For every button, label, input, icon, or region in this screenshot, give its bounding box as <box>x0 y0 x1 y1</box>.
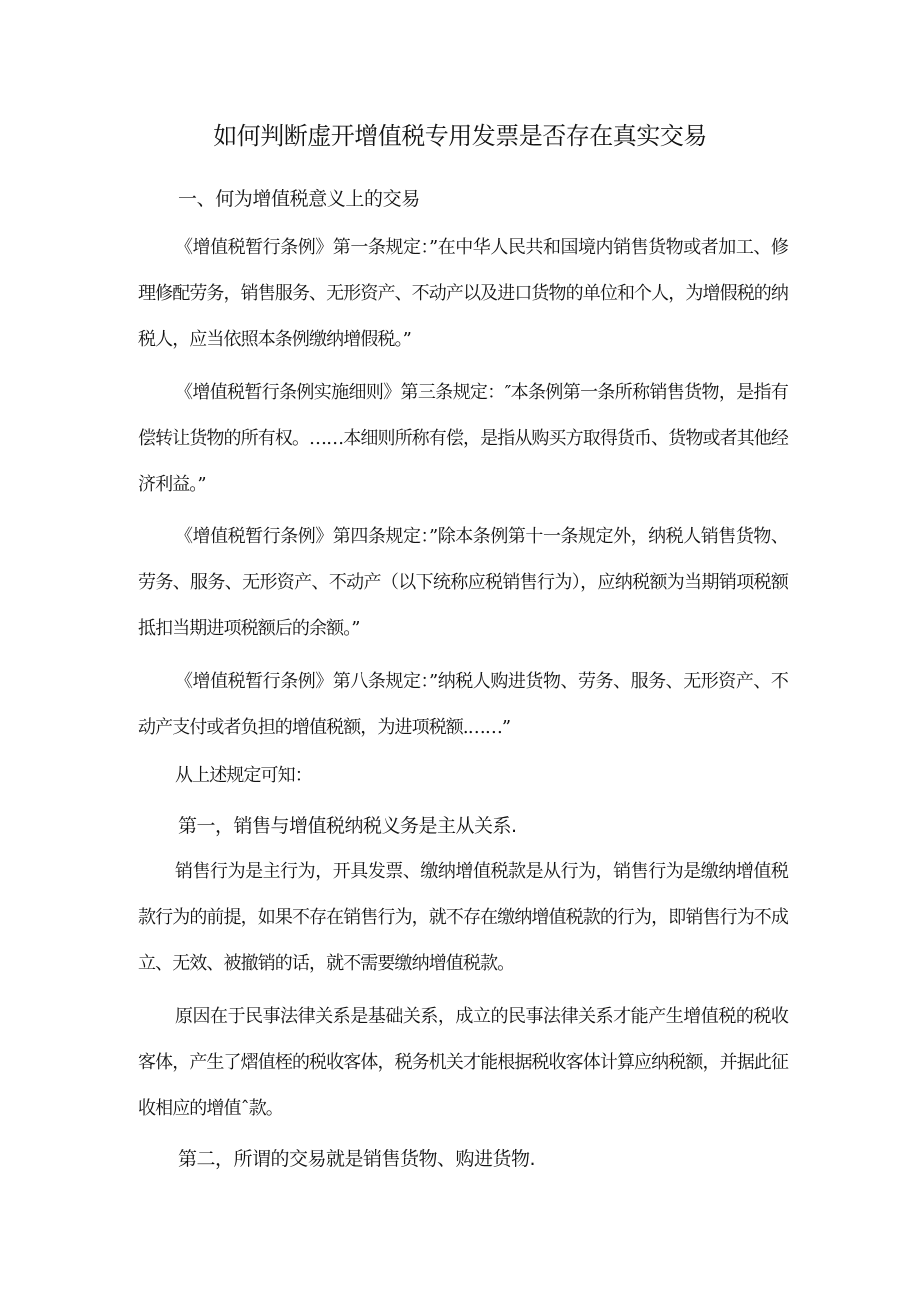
paragraph-article-4: 《增值税暂行条例》第四条规定：”除本条例第十一条规定外，纳税人销售货物、劳务、服务、无形资产、不动产（以下统称应税销售行为），应纳税额为当期销项税额抵扣当期进项税额后的余额。” <box>138 526 788 639</box>
point-one-heading: 第一，销售与增值税纳税义务是主从关系. <box>178 815 517 837</box>
paragraph-article-3: 《增值税暂行条例实施细则》第三条规定：″本条例第一条所称销售货物，是指有偿转让货物的所有权。……本细则所称有偿，是指从购买方取得货币、货物或者其他经济利益。” <box>138 382 788 495</box>
point-two-heading: 第二，所谓的交易就是销售货物、购进货物. <box>178 1148 536 1170</box>
document-title: 如何判断虚开增值税专用发票是否存在真实交易 <box>213 122 707 150</box>
paragraph-article-8: 《增值税暂行条例》第八条规定：”纳税人购进货物、劳务、服务、无形资产、不动产支付或者负担的增值税额，为进项税额.……” <box>138 671 788 738</box>
paragraph-point-one-main: 销售行为是主行为，开具发票、缴纳增值税款是从行为，销售行为是缴纳增值税款行为的前提，如果不存在销售行为，就不存在缴纳增值税款的行为，即销售行为不成立、无效、被撤销的话，就不需要缴纳增值税款。 <box>138 861 788 974</box>
paragraph-point-one-reason: 原因在于民事法律关系是基础关系，成立的民事法律关系才能产生增值税的税收客体，产生了熠值桎的税收客体，税务机关才能根据税收客体计算应纳税额，并据此征收相应的增值ˆ款。 <box>138 1006 788 1119</box>
paragraph-article-1: 《增值税暂行条例》第一条规定：”在中华人民共和国境内销售货物或者加工、修理修配劳务，销售服务、无形资产、不动产以及进口货物的单位和个人，为增假税的纳税人，应当依照本条例缴纳增假税。” <box>138 237 788 350</box>
paragraph-conclusion-intro: 从上述规定可知： <box>175 765 312 786</box>
section-heading: 一、何为增值税意义上的交易 <box>178 188 420 210</box>
